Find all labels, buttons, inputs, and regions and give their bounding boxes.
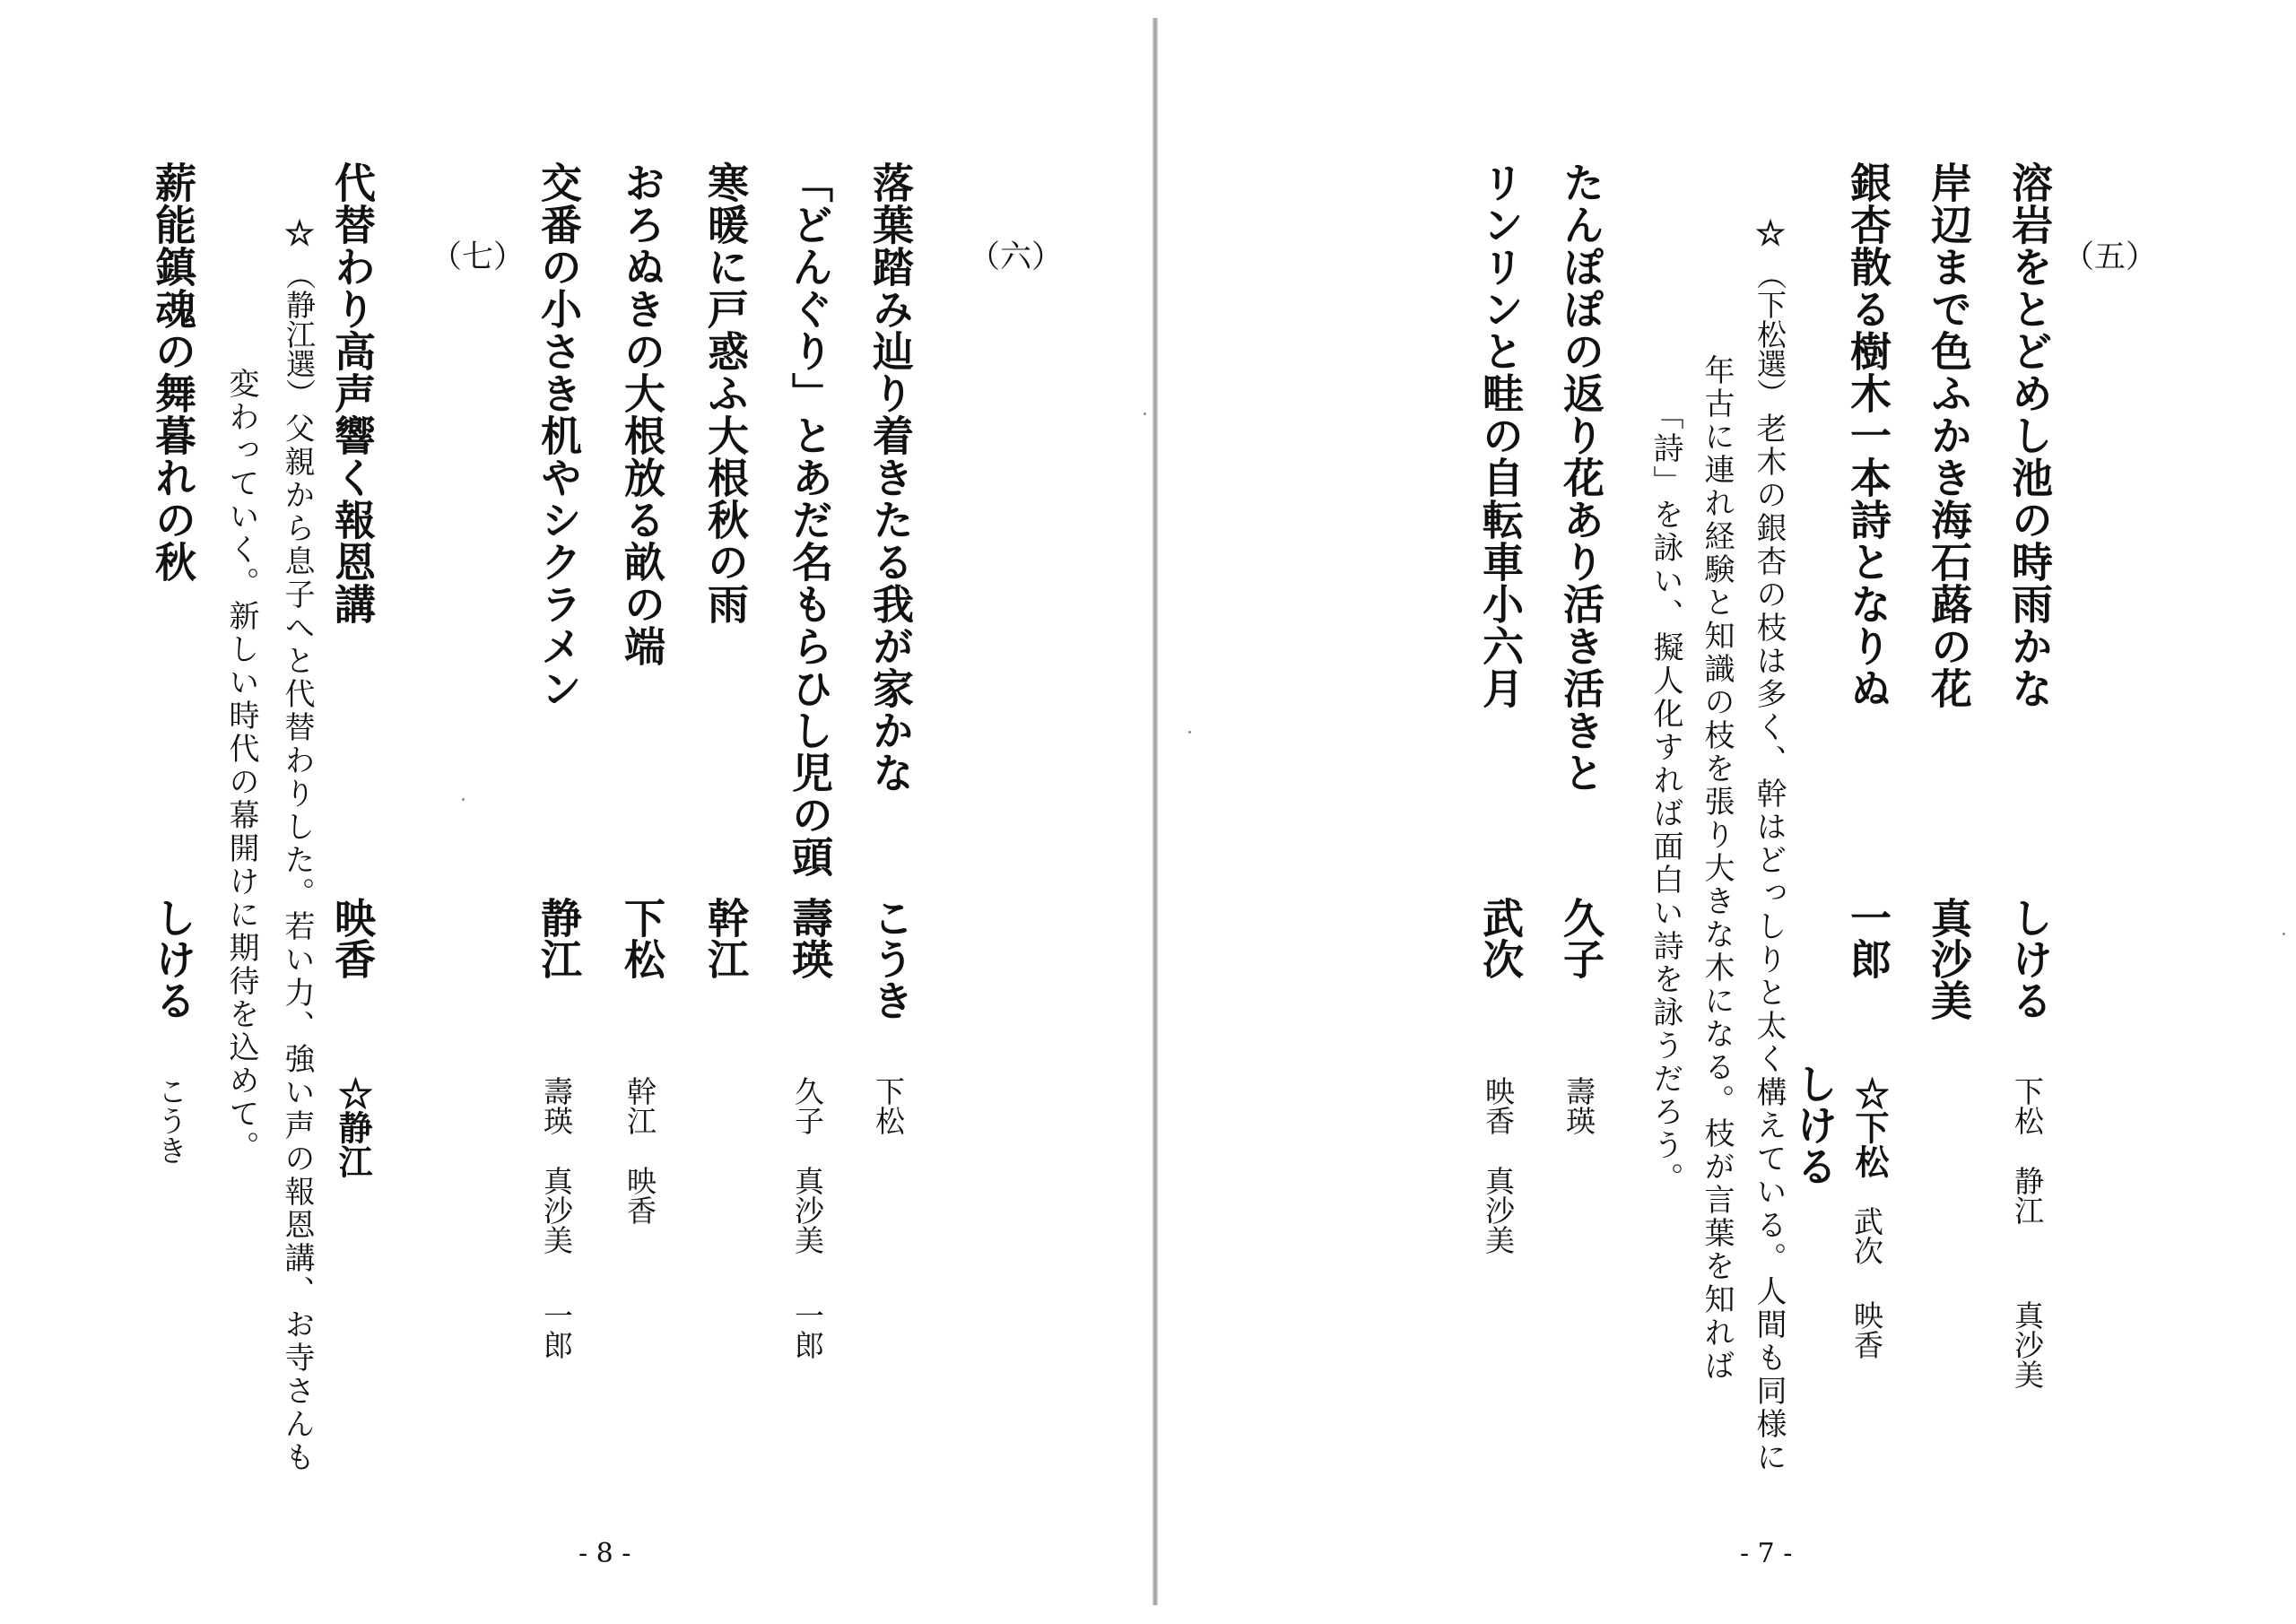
haiku-6-2: 「どんぐり」とあだ名もらひし児の頭 — [786, 161, 834, 878]
haiku-author: 一郎 — [1844, 897, 1892, 979]
haiku-selector: こうき — [153, 1076, 188, 1165]
book-gutter — [1152, 18, 1158, 1605]
scan-speck — [1188, 731, 1191, 734]
haiku-selector: 真沙美 — [539, 1166, 574, 1255]
haiku-author: しける — [149, 897, 197, 1020]
special-selection-mark: ☆静江 — [333, 1076, 373, 1178]
comment-line: 年古に連れ経験と知識の枝を張り大きな木になる。枝が言葉を知れば — [1699, 354, 1735, 1383]
haiku-author: 幹江 — [701, 897, 750, 979]
comment-line: 老木の銀杏の枝は多く、幹はどっしりと太く構えている。人間も同様に — [1751, 413, 1787, 1474]
haiku-selector: 映香 — [622, 1166, 657, 1225]
haiku-author: しける — [2005, 897, 2054, 1020]
haiku-selector: 壽瑛 — [539, 1076, 574, 1135]
section-heading-5: （五） — [2063, 239, 2158, 275]
comment-line: 「詩」を詠い、擬人化すれば面白い詩を詠うだろう。 — [1648, 399, 1683, 1195]
haiku-7-2: 薪能鎮魂の舞暮れの秋 — [149, 161, 197, 583]
section-heading-6: （六） — [969, 239, 1064, 275]
page-number: - 7 - — [1740, 1538, 1793, 1569]
haiku-5-4: たんぽぽの返り花あり活き活きと — [1557, 161, 1605, 794]
comment-star-icon: ☆ — [280, 213, 320, 253]
haiku-author: 下松 — [618, 897, 666, 979]
comment-selector: （静江選） — [282, 260, 317, 408]
scan-speck — [2283, 933, 2285, 935]
haiku-author: 武次 — [1476, 897, 1525, 979]
haiku-author: 静江 — [535, 897, 583, 979]
haiku-selector: 下松 — [2010, 1076, 2045, 1135]
comment-line: 父親から息子へと代替わりした。若い力、強い声の報恩講、お寺さんも — [279, 413, 315, 1474]
haiku-selector: 下松 — [871, 1076, 906, 1135]
comment-selector: （下松選） — [1752, 260, 1787, 408]
haiku-selector: 真沙美 — [1481, 1166, 1516, 1255]
haiku-selector: 静江 — [2010, 1166, 2045, 1225]
haiku-selector: 武次 — [1849, 1206, 1884, 1265]
haiku-author: 真沙美 — [1925, 897, 1973, 1020]
haiku-selector: 映香 — [1481, 1076, 1516, 1135]
haiku-selector: 一郎 — [539, 1300, 574, 1359]
haiku-6-1: 落葉踏み辿り着きたる我が家かな — [866, 161, 915, 794]
haiku-6-4: おろぬきの大根放る畝の端 — [618, 161, 666, 667]
haiku-5-1: 溶岩をとどめし池の時雨かな — [2005, 161, 2054, 709]
haiku-5-5: リンリンと畦の自転車小六月 — [1476, 161, 1525, 709]
haiku-selector: 幹江 — [622, 1076, 657, 1135]
page-number: - 8 - — [578, 1538, 631, 1569]
comment-star-icon: ☆ — [1751, 213, 1791, 253]
page-7 — [1166, 0, 2296, 1624]
haiku-selector: 一郎 — [790, 1300, 825, 1359]
haiku-7-1: 代替わり高声響く報恩講 — [328, 161, 377, 625]
haiku-author: 久子 — [1557, 897, 1605, 979]
haiku-selector: 久子 — [790, 1076, 825, 1135]
scan-speck — [1144, 413, 1146, 415]
section-heading-7: （七） — [430, 239, 526, 275]
haiku-author: 映香 — [328, 897, 377, 979]
haiku-selector: 壽瑛 — [1561, 1076, 1596, 1135]
haiku-author: 壽瑛 — [786, 897, 834, 979]
haiku-selector: 真沙美 — [790, 1166, 825, 1255]
scan-speck — [462, 798, 465, 801]
comment-line: 変わっていく。新しい時代の幕開けに期待を込めて。 — [223, 368, 259, 1164]
haiku-selector-extra: しける — [1790, 1063, 1839, 1186]
haiku-6-5: 交番の小さき机やシクラメン — [535, 161, 583, 709]
haiku-5-2: 岸辺まで色ふかき海石蕗の花 — [1925, 161, 1973, 709]
haiku-5-3: 銀杏散る樹木一本詩となりぬ — [1844, 161, 1892, 709]
haiku-author: こうき — [866, 897, 915, 1020]
haiku-selector: 真沙美 — [2010, 1300, 2045, 1389]
special-selection-mark: ☆下松 — [1849, 1076, 1890, 1178]
haiku-selector: 映香 — [1849, 1300, 1884, 1359]
haiku-6-3: 寒暖に戸惑ふ大根秋の雨 — [701, 161, 750, 625]
